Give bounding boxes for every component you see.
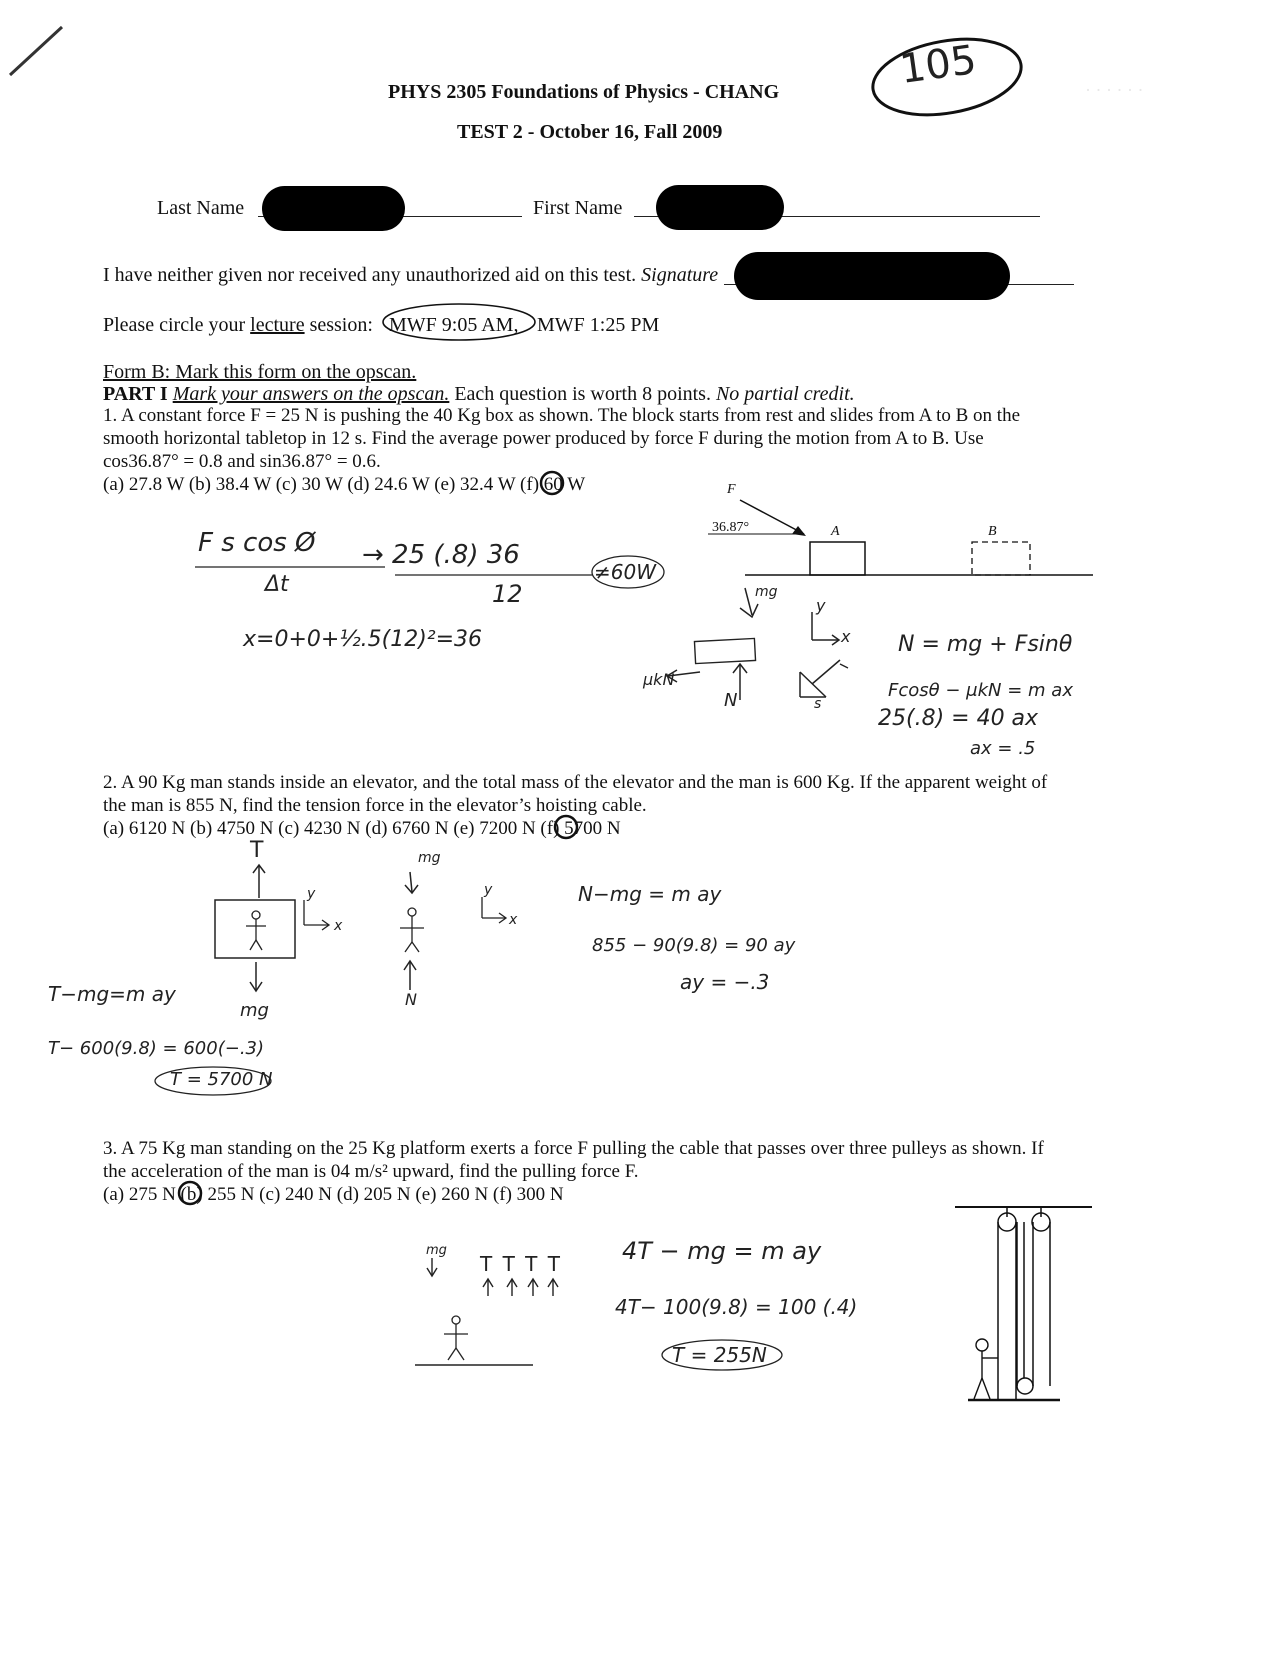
q2-work-x2: x xyxy=(509,912,518,928)
q3-line-1: 3. A 75 Kg man standing on the 25 Kg platform exerts a force F pulling the cable that passes over three pulleys as shown. If xyxy=(103,1138,1044,1159)
q1-work-eq1: N = mg + Fsinθ xyxy=(898,632,1073,657)
q1-work-eq2: Fcosθ − μkN = m ax xyxy=(888,680,1073,701)
part-line xyxy=(103,382,855,406)
q2-work-mg: mg xyxy=(240,1000,269,1021)
session-option-1[interactable]: MWF 9:05 AM, xyxy=(389,314,519,336)
part-label: PART I xyxy=(103,383,168,405)
q1-work-y: y xyxy=(816,596,826,615)
part-rest: Each question is worth 8 points. xyxy=(454,383,711,405)
q1-work-eq3: 25(.8) = 40 ax xyxy=(878,706,1039,731)
q1-work-x-axis: x xyxy=(841,627,851,646)
honor-statement xyxy=(103,263,718,287)
fig-label-a: A xyxy=(831,524,840,539)
q2-line-2: the man is 855 N, find the tension force in the elevator’s hoisting cable. xyxy=(103,795,647,816)
q2-work-eq5: ay = −.3 xyxy=(680,970,770,994)
q1-work-s: s xyxy=(814,696,822,712)
form-label: Form B: Mark this form on the opscan. xyxy=(103,361,417,383)
score: 105 xyxy=(897,36,980,94)
q2-line-1: 2. A 90 Kg man stands inside an elevator, and the total mass of the elevator and the man is 600 Kg. If the apparent weight of xyxy=(103,772,1048,793)
test-title: TEST 2 - October 16, Fall 2009 xyxy=(457,121,723,143)
q3-line-2: the acceleration of the man is 04 m/s² upward, find the pulling force F. xyxy=(103,1161,639,1182)
q2-work-y2: y xyxy=(484,882,493,898)
q1-work-dt: Δt xyxy=(265,572,289,597)
fbd-box xyxy=(694,638,755,663)
q1-work-answer: ≠60W xyxy=(594,560,656,584)
q1-work-mg: mg xyxy=(755,584,778,600)
q2-work-n: N xyxy=(405,990,417,1009)
q1-work-12: 12 xyxy=(492,580,523,608)
fig-label-angle: 36.87° xyxy=(712,520,750,535)
q1-work-eq4: ax = .5 xyxy=(970,738,1036,759)
q1-work-sub: → 25 (.8) 36 xyxy=(362,540,520,570)
q2-work-eq1: T−mg=m ay xyxy=(48,982,176,1006)
first-name-label: First Name xyxy=(533,197,623,219)
force-arrow xyxy=(740,500,804,534)
pen-mark xyxy=(10,27,62,75)
part-instruction: Mark your answers on the opscan. xyxy=(172,383,450,405)
q2-work-t: T xyxy=(250,838,264,863)
box-a xyxy=(810,542,865,575)
session-label-a: Please circle your xyxy=(103,314,246,336)
fig-label-b: B xyxy=(988,524,997,539)
redaction-last-name xyxy=(262,186,405,231)
q2-work-mg2: mg xyxy=(418,850,441,866)
q2-work-eq4: 855 − 90(9.8) = 90 ay xyxy=(592,935,796,956)
q3-work-eq2: 4T− 100(9.8) = 100 (.4) xyxy=(615,1295,858,1319)
q1-line-3: cos36.87° = 0.8 and sin36.87° = 0.6. xyxy=(103,451,381,472)
q2-work-answer: T = 5700 N xyxy=(170,1069,273,1090)
last-name-label: Last Name xyxy=(157,197,245,219)
session-option-2[interactable]: MWF 1:25 PM xyxy=(537,314,660,336)
box-b xyxy=(972,542,1030,575)
q1-line-2: smooth horizontal tabletop in 12 s. Find the average power produced by force F during the motion from A to B. Use xyxy=(103,428,984,449)
q2-work-eq3: N−mg = m ay xyxy=(578,882,722,906)
q3-work-answer: T = 255N xyxy=(672,1343,767,1367)
q3-work-t: T T T T xyxy=(480,1252,562,1276)
session-line xyxy=(103,313,373,337)
q3-work-mg: mg xyxy=(426,1243,447,1258)
q2-choices[interactable]: (a) 6120 N (b) 4750 N (c) 4230 N (d) 6760 N (e) 7200 N (f) 5700 N xyxy=(103,818,621,839)
part-italic: No partial credit. xyxy=(715,383,855,405)
honor-text: I have neither given nor received any unauthorized aid on this test. xyxy=(103,264,637,286)
fig-label-f: F xyxy=(727,482,736,497)
q1-work-ukn: μkN xyxy=(643,670,675,689)
q1-work-x: x=0+0+½.5(12)²=36 xyxy=(243,627,483,652)
redaction-signature xyxy=(734,252,1010,300)
signature-label: Signature xyxy=(641,264,719,286)
q2-work-x: x xyxy=(334,918,343,934)
bleed-through-text: · · · · · · xyxy=(1085,80,1144,100)
q2-work-y: y xyxy=(307,886,316,902)
elevator-box xyxy=(215,900,295,958)
session-label-b: lecture xyxy=(250,314,305,336)
pulley-3 xyxy=(1017,1378,1033,1394)
q2-work-eq2: T− 600(9.8) = 600(−.3) xyxy=(48,1038,265,1059)
redaction-first-name xyxy=(656,185,784,230)
q3-choices[interactable]: (a) 275 N (b) 255 N (c) 240 N (d) 205 N (e) 260 N (f) 300 N xyxy=(103,1184,564,1205)
q1-line-1: 1. A constant force F = 25 N is pushing the 40 Kg box as shown. The block starts from rest and slides from A to B on the xyxy=(103,405,1021,426)
session-label-c: session: xyxy=(309,314,373,336)
q1-work-n: N xyxy=(724,690,738,711)
course-title: PHYS 2305 Foundations of Physics - CHANG xyxy=(388,81,780,103)
q1-choices[interactable]: (a) 27.8 W (b) 38.4 W (c) 30 W (d) 24.6 W (e) 32.4 W (f) 60 W xyxy=(103,474,586,495)
q3-work-eq1: 4T − mg = m ay xyxy=(622,1237,822,1265)
q1-work-fs: F s cos Ø xyxy=(198,528,316,558)
